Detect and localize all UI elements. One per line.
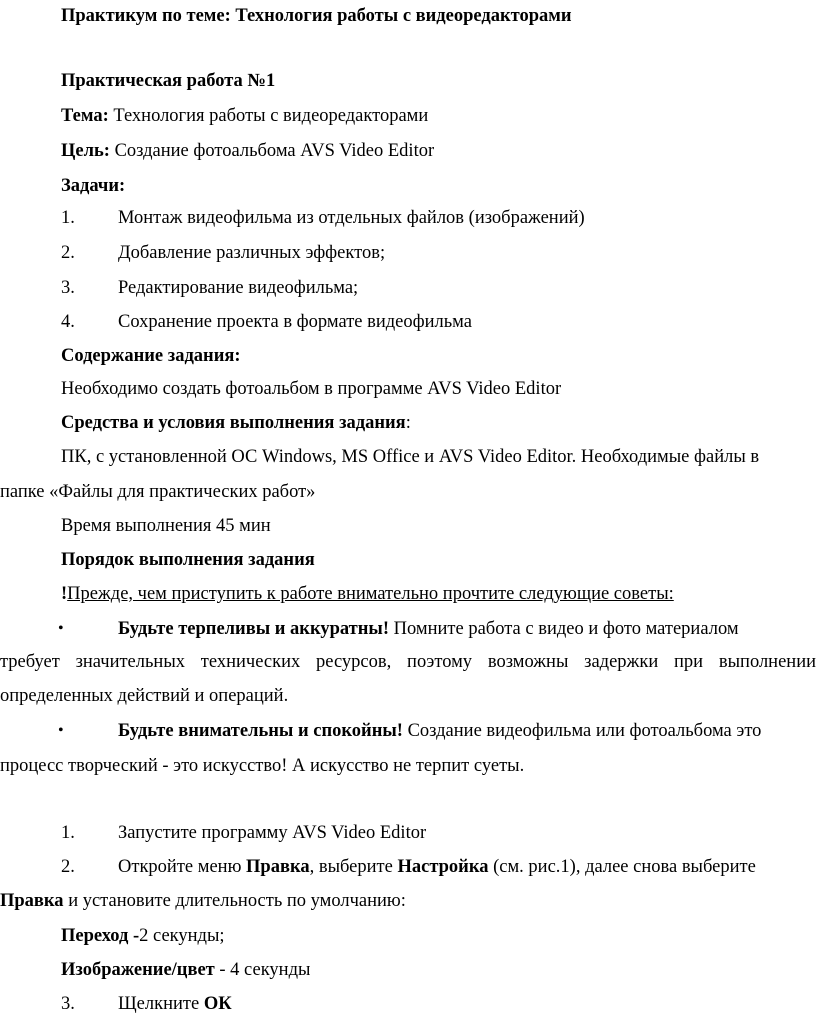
tip2-line2: процесс творческий - это искусство! А искусство не терпит суеты. xyxy=(0,756,525,776)
image-line xyxy=(61,959,310,981)
step-number: 2. xyxy=(61,857,75,877)
order-label: Порядок выполнения задания xyxy=(61,550,315,570)
time-text: Время выполнения 45 мин xyxy=(61,516,271,536)
topic-value: Технология работы с видеоредакторами xyxy=(108,106,429,126)
step2-line2 xyxy=(0,890,406,912)
means-label: Средства и условия выполнения задания xyxy=(61,413,406,433)
transition-label: Переход - xyxy=(61,926,140,946)
step2-part: и установите длительность по умолчанию: xyxy=(63,891,406,911)
tip1-bold: Будьте терпеливы и аккуратны! xyxy=(118,619,390,639)
bullet-icon: • xyxy=(58,620,64,637)
goal-line xyxy=(61,140,434,162)
means-colon: : xyxy=(405,413,411,433)
means-line xyxy=(61,412,411,434)
tip1-line2: требует значительных технических ресурсов, поэтому возможны задержки при выполнении xyxy=(0,652,816,672)
goal-label: Цель: xyxy=(61,141,110,161)
image-value: - 4 секунды xyxy=(214,960,311,980)
content-text: Необходимо создать фотоальбом в программе AVS Video Editor xyxy=(61,379,562,399)
warning-mark: ! xyxy=(61,584,68,604)
task-number: 3. xyxy=(61,278,75,298)
menu-edit-ref: Правка xyxy=(0,891,64,911)
step2-line1 xyxy=(118,856,756,878)
step-number: 3. xyxy=(61,994,75,1014)
task-text: Редактирование видеофильма; xyxy=(118,278,359,298)
step1-text: Запустите программу AVS Video Editor xyxy=(118,823,427,843)
menu-settings-ref: Настройка xyxy=(397,857,489,877)
transition-line xyxy=(61,925,225,947)
step3-line xyxy=(118,993,232,1015)
tip2-bold: Будьте внимательны и спокойны! xyxy=(118,721,403,741)
topic-label: Тема: xyxy=(61,106,109,126)
tip1-rest: Помните работа с видео и фото материалом xyxy=(389,619,739,639)
step3-text: Щелкните xyxy=(118,994,204,1014)
image-label: Изображение/цвет xyxy=(61,960,215,980)
step-number: 1. xyxy=(61,823,75,843)
task-text: Монтаж видеофильма из отдельных файлов (изображений) xyxy=(118,208,585,228)
task-text: Сохранение проекта в формате видеофильма xyxy=(118,312,472,332)
goal-value: Создание фотоальбома AVS Video Editor xyxy=(109,141,435,161)
warning-text: Прежде, чем приступить к работе внимательно прочтите следующие советы: xyxy=(67,584,674,604)
content-label: Содержание задания: xyxy=(61,346,241,366)
task-number: 2. xyxy=(61,243,75,263)
task-number: 1. xyxy=(61,208,75,228)
topic-line xyxy=(61,105,428,127)
step2-part: , выберите xyxy=(309,857,398,877)
task-number: 4. xyxy=(61,312,75,332)
transition-value: 2 секунды; xyxy=(139,926,225,946)
work-title: Практическая работа №1 xyxy=(61,71,276,91)
tip1-line3: определенных действий и операций. xyxy=(0,686,289,706)
tasks-label: Задачи: xyxy=(61,176,126,196)
ok-ref: ОК xyxy=(203,994,232,1014)
step2-part: Откройте меню xyxy=(118,857,247,877)
page-title: Практикум по теме: Технология работы с видеоредакторами xyxy=(61,6,572,26)
task-text: Добавление различных эффектов; xyxy=(118,243,386,263)
tip2-line1 xyxy=(118,720,761,742)
menu-edit-ref: Правка xyxy=(246,857,310,877)
tip2-rest: Создание видеофильма или фотоальбома это xyxy=(402,721,762,741)
means-text-2: папке «Файлы для практических работ» xyxy=(0,482,316,502)
tip1-line1 xyxy=(118,618,739,640)
means-text-1: ПК, с установленной ОС Windows, MS Office и AVS Video Editor. Необходимые файлы в xyxy=(61,447,760,467)
warning-line xyxy=(61,583,674,605)
bullet-icon: • xyxy=(58,722,64,739)
step2-part: (см. рис.1), далее снова выберите xyxy=(488,857,756,877)
